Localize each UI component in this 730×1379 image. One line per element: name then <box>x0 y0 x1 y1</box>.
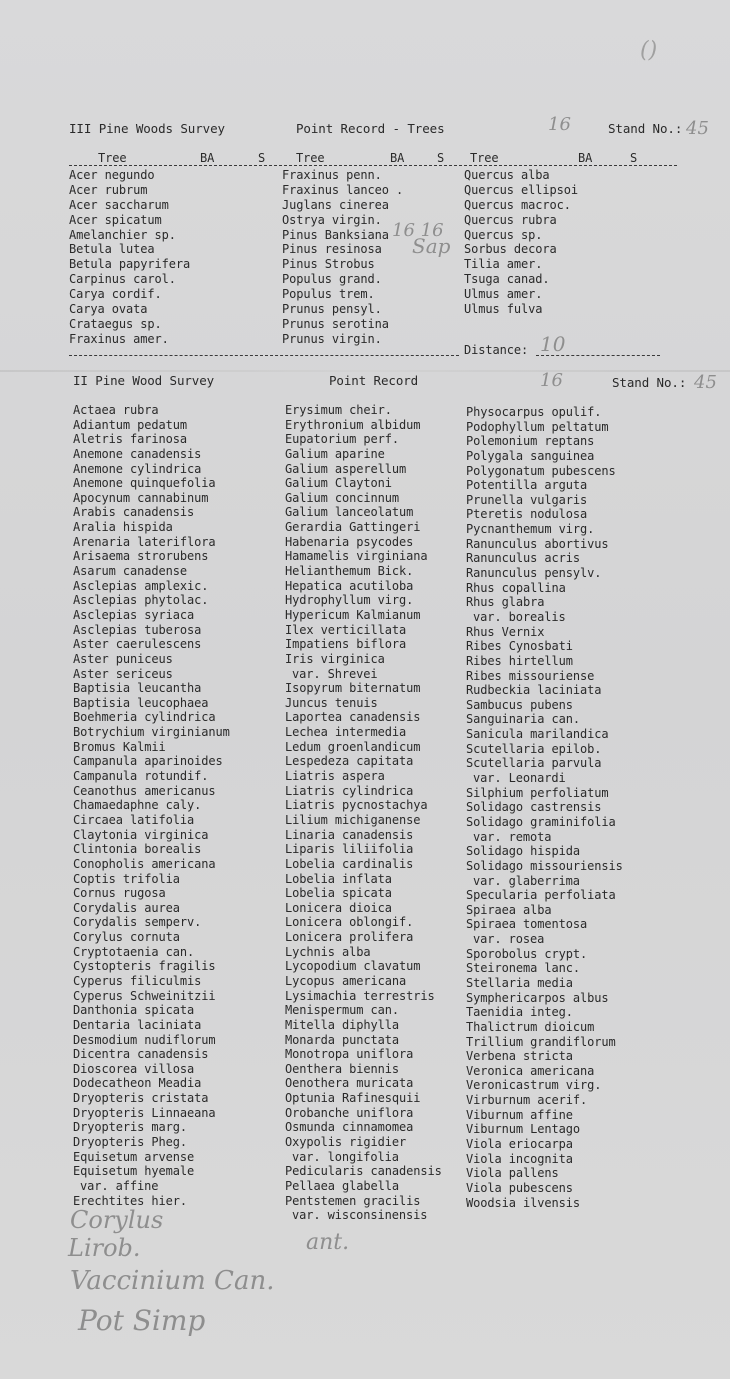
list-item: Aralia hispida <box>73 520 173 535</box>
list-item: Betula papyrifera <box>69 257 191 272</box>
list-item: Cornus rugosa <box>73 886 166 901</box>
list-item: Sporobolus crypt. <box>466 946 588 961</box>
list-item: Polygala sanguinea <box>466 448 595 463</box>
list-item: Cyperus filiculmis <box>73 973 202 988</box>
list-item: Potentilla arguta <box>466 478 588 493</box>
list-item: Hamamelis virginiana <box>285 549 428 564</box>
survey2-stand-hand: 45 <box>694 372 717 393</box>
distance-label: Distance: <box>464 343 529 357</box>
list-item: Acer spicatum <box>69 212 162 227</box>
survey3-column-1 <box>69 168 190 347</box>
list-item: var. remota <box>473 829 552 844</box>
list-item: Lilium michiganense <box>285 812 421 827</box>
col-header-ba-1: BA <box>200 151 215 165</box>
list-item: Sorbus decora <box>464 242 557 257</box>
list-item: Monotropa uniflora <box>285 1047 414 1062</box>
list-item: Monarda punctata <box>285 1032 399 1047</box>
page-fold <box>0 370 730 372</box>
header-rule <box>69 165 677 166</box>
list-item: Carpinus carol. <box>69 272 176 287</box>
list-item: Laportea canadensis <box>285 710 421 725</box>
list-item: Linaria canadensis <box>285 827 414 842</box>
survey2-column-3 <box>466 405 623 1210</box>
list-item: Rhus copallina <box>466 580 566 595</box>
survey3-stand-label: Stand No.: <box>608 121 683 136</box>
list-item: Hydrophyllum virg. <box>285 593 414 608</box>
list-item: var. longifolia <box>292 1149 399 1164</box>
list-item: Ulmus fulva <box>464 302 543 317</box>
list-item: Boehmeria cylindrica <box>73 710 216 725</box>
list-item: Solidago castrensis <box>466 800 602 815</box>
list-item: Juglans cinerea <box>282 197 389 212</box>
list-item: Lespedeza capitata <box>285 754 414 769</box>
list-item: Quercus rubra <box>464 212 557 227</box>
list-item: Baptisia leucantha <box>73 681 202 696</box>
list-item: Coptis trifolia <box>73 871 180 886</box>
list-item: Pellaea glabella <box>285 1178 399 1193</box>
list-item: Erythronium albidum <box>285 417 421 432</box>
list-item: Acer rubrum <box>69 182 148 197</box>
list-item: Anemone canadensis <box>73 446 202 461</box>
list-item: Hypericum Kalmianum <box>285 607 421 622</box>
list-item: Carya cordif. <box>69 287 162 302</box>
list-item: Fraxinus amer. <box>69 331 169 346</box>
list-item: Lonicera oblongif. <box>285 915 414 930</box>
list-item: Asarum canadense <box>73 564 187 579</box>
list-item: Carya ovata <box>69 302 148 317</box>
hand-note-3: Vaccinium Can. <box>70 1266 275 1296</box>
list-item: Verbena stricta <box>466 1049 573 1064</box>
list-item: var. borealis <box>473 609 566 624</box>
list-item: Cryptotaenia can. <box>73 944 195 959</box>
list-item: Fraxinus penn. <box>282 168 382 182</box>
list-item: Dryopteris marg. <box>73 1120 187 1135</box>
list-item: Dentaria laciniata <box>73 1017 202 1032</box>
list-item: Lobelia cardinalis <box>285 856 414 871</box>
list-item: Lysimachia terrestris <box>285 988 435 1003</box>
list-item: Chamaedaphne caly. <box>73 798 202 813</box>
list-item: Sambucus pubens <box>466 697 573 712</box>
list-item: Ilex verticillata <box>285 622 407 637</box>
list-item: var. Leonardi <box>473 771 566 786</box>
survey3-stand-hand: 45 <box>686 118 709 139</box>
list-item: Trillium grandiflorum <box>466 1034 616 1049</box>
list-item: var. rosea <box>473 932 545 947</box>
survey2-column-1 <box>73 403 230 1208</box>
list-item: Virburnum acerif. <box>466 1093 588 1108</box>
list-item: Bromus Kalmii <box>73 739 166 754</box>
col-header-tree-3: Tree <box>470 151 499 165</box>
list-item: Sanguinaria can. <box>466 712 580 727</box>
list-item: Ribes Cynosbati <box>466 639 573 654</box>
banksiana-hand: 16 16 <box>392 220 444 241</box>
list-item: Mitella diphylla <box>285 1017 399 1032</box>
list-item: Podophyllum peltatum <box>466 419 609 434</box>
list-item: Viola eriocarpa <box>466 1137 573 1152</box>
section-divider <box>69 355 459 356</box>
list-item: Habenaria psycodes <box>285 534 414 549</box>
list-item: Ranunculus pensylv. <box>466 566 602 581</box>
list-item: Veronicastrum virg. <box>466 1078 602 1093</box>
list-item: Galium concinnum <box>285 490 399 505</box>
corner-mark: () <box>640 38 658 63</box>
list-item: Liparis liliifolia <box>285 842 414 857</box>
list-item: Pentstemen gracilis <box>285 1193 421 1208</box>
list-item: Ledum groenlandicum <box>285 739 421 754</box>
list-item: Ribes hirtellum <box>466 653 573 668</box>
list-item: Prunus pensyl. <box>282 302 382 317</box>
list-item: Liatris cylindrica <box>285 783 414 798</box>
list-item: Actaea rubra <box>73 403 159 417</box>
list-item: Ostrya virgin. <box>282 212 382 227</box>
list-item: Tilia amer. <box>464 257 543 272</box>
list-item: Campanula aparinoides <box>73 754 223 769</box>
list-item: Pinus Strobus <box>282 257 375 272</box>
list-item: Physocarpus opulif. <box>466 405 602 419</box>
list-item: Veronica americana <box>466 1063 595 1078</box>
survey3-title: III Pine Woods Survey <box>69 121 225 136</box>
list-item: Baptisia leucophaea <box>73 695 209 710</box>
list-item: Viburnum Lentago <box>466 1122 580 1137</box>
list-item: Orobanche uniflora <box>285 1105 414 1120</box>
list-item: Corydalis aurea <box>73 900 180 915</box>
list-item: Hepatica acutiloba <box>285 578 414 593</box>
hand-note-2: Lirob. <box>68 1234 141 1262</box>
list-item: Campanula rotundif. <box>73 769 209 784</box>
list-item: Oenothera muricata <box>285 1076 414 1091</box>
list-item: Asclepias syriaca <box>73 607 195 622</box>
list-item: Thalictrum dioicum <box>466 1019 595 1034</box>
list-item: Aster sericeus <box>73 666 173 681</box>
list-item: Adiantum pedatum <box>73 417 187 432</box>
list-item: var. affine <box>80 1178 159 1193</box>
list-item: Asclepias amplexic. <box>73 578 209 593</box>
list-item: Viburnum affine <box>466 1107 573 1122</box>
col-header-s-3: S <box>630 151 638 165</box>
list-item: Scutellaria parvula <box>466 756 602 771</box>
list-item: Dodecatheon Meadia <box>73 1076 202 1091</box>
list-item: Pinus Banksiana <box>282 227 389 242</box>
list-item: Quercus ellipsoi <box>464 182 578 197</box>
list-item: Viola pallens <box>466 1166 559 1181</box>
list-item: Anemone cylindrica <box>73 461 202 476</box>
resinosa-hand: Sap <box>412 234 451 258</box>
survey3-page-hand: 16 <box>548 114 571 135</box>
list-item: Clintonia borealis <box>73 842 202 857</box>
list-item: Quercus macroc. <box>464 197 571 212</box>
list-item: Osmunda cinnamomea <box>285 1120 414 1135</box>
list-item: Anemone quinquefolia <box>73 476 216 491</box>
list-item: Prunus virgin. <box>282 331 382 346</box>
list-item: Amelanchier sp. <box>69 227 176 242</box>
list-item: Lechea intermedia <box>285 725 407 740</box>
list-item: Lobelia inflata <box>285 871 392 886</box>
list-item: Betula lutea <box>69 242 155 257</box>
list-item: var. wisconsinensis <box>292 1208 428 1223</box>
list-item: Claytonia virginica <box>73 827 209 842</box>
col-header-ba-3: BA <box>578 151 593 165</box>
list-item: var. glaberrima <box>473 873 580 888</box>
list-item: Galium Claytoni <box>285 476 392 491</box>
survey3-record: Point Record - Trees <box>296 121 445 136</box>
list-item: Lycopodium clavatum <box>285 959 421 974</box>
list-item: Rudbeckia laciniata <box>466 683 602 698</box>
list-item: Sanicula marilandica <box>466 727 609 742</box>
list-item: Solidago hispida <box>466 844 580 859</box>
list-item: Liatris aspera <box>285 769 385 784</box>
list-item: Acer saccharum <box>69 197 169 212</box>
list-item: Aster puniceus <box>73 651 173 666</box>
list-item: Dioscorea villosa <box>73 1061 195 1076</box>
list-item: Specularia perfoliata <box>466 888 616 903</box>
survey3-column-2 <box>282 168 403 347</box>
list-item: Gerardia Gattingeri <box>285 520 421 535</box>
list-item: Ranunculus acris <box>466 551 580 566</box>
list-item: Cyperus Schweinitzii <box>73 988 216 1003</box>
list-item: Viola pubescens <box>466 1180 573 1195</box>
col-header-s-1: S <box>258 151 266 165</box>
list-item: Spiraea tomentosa <box>466 917 588 932</box>
list-item: Steironema lanc. <box>466 961 580 976</box>
survey2-page-hand: 16 <box>540 370 563 391</box>
list-item: Lobelia spicata <box>285 886 392 901</box>
hand-note-1: Corylus <box>70 1206 164 1234</box>
col-header-tree-1: Tree <box>98 151 127 165</box>
col-header-tree-2: Tree <box>296 151 325 165</box>
list-item: Solidago missouriensis <box>466 858 623 873</box>
col-header-s-2: S <box>437 151 445 165</box>
survey2-record: Point Record <box>329 373 419 388</box>
list-item: Optunia Rafinesquii <box>285 1091 421 1106</box>
list-item: Rhus glabra <box>466 595 545 610</box>
list-item: Pinus resinosa <box>282 242 382 257</box>
list-item: Galium lanceolatum <box>285 505 414 520</box>
list-item: Spiraea alba <box>466 902 552 917</box>
list-item: Helianthemum Bick. <box>285 564 414 579</box>
distance-hand: 10 <box>540 332 566 356</box>
list-item: Equisetum arvense <box>73 1149 195 1164</box>
list-item: Dicentra canadensis <box>73 1047 209 1062</box>
list-item: var. Shrevei <box>292 666 378 681</box>
list-item: Taenidia integ. <box>466 1005 573 1020</box>
list-item: Danthonia spicata <box>73 1003 195 1018</box>
list-item: Aster caerulescens <box>73 637 202 652</box>
list-item: Circaea latifolia <box>73 812 195 827</box>
col-header-ba-2: BA <box>390 151 405 165</box>
list-item: Ceanothus americanus <box>73 783 216 798</box>
list-item: Stellaria media <box>466 975 573 990</box>
distance-rule <box>536 355 660 356</box>
list-item: Galium aparine <box>285 446 385 461</box>
list-item: Solidago graminifolia <box>466 814 616 829</box>
list-item: Oenthera biennis <box>285 1061 399 1076</box>
list-item: Woodsia ilvensis <box>466 1195 580 1210</box>
list-item: Dryopteris Linnaeana <box>73 1105 216 1120</box>
survey2-column-2 <box>285 403 442 1223</box>
list-item: Iris virginica <box>285 651 385 666</box>
list-item: Scutellaria epilob. <box>466 741 602 756</box>
list-item: Asclepias phytolac. <box>73 593 209 608</box>
list-item: Dryopteris cristata <box>73 1091 209 1106</box>
list-item: Oxypolis rigidier <box>285 1135 407 1150</box>
list-item: Erysimum cheir. <box>285 403 392 417</box>
list-item: Lychnis alba <box>285 944 371 959</box>
list-item: Lycopus americana <box>285 973 407 988</box>
list-item: Polygonatum pubescens <box>466 463 616 478</box>
list-item: Populus trem. <box>282 287 375 302</box>
list-item: Erechtites hier. <box>73 1193 187 1208</box>
list-item: Tsuga canad. <box>464 272 550 287</box>
list-item: Lonicera prolifera <box>285 930 414 945</box>
survey2-stand-label: Stand No.: <box>612 375 687 390</box>
list-item: Prunella vulgaris <box>466 492 588 507</box>
list-item: Corydalis semperv. <box>73 915 202 930</box>
list-item: Liatris pycnostachya <box>285 798 428 813</box>
list-item: Cystopteris fragilis <box>73 959 216 974</box>
list-item: Pycnanthemum virg. <box>466 522 595 537</box>
list-item: Pteretis nodulosa <box>466 507 588 522</box>
list-item: Polemonium reptans <box>466 434 595 449</box>
list-item: Galium asperellum <box>285 461 407 476</box>
list-item: Ribes missouriense <box>466 668 595 683</box>
list-item: Symphericarpos albus <box>466 990 609 1005</box>
list-item: Isopyrum biternatum <box>285 681 421 696</box>
list-item: Equisetum hyemale <box>73 1164 195 1179</box>
list-item: Juncus tenuis <box>285 695 378 710</box>
list-item: Dryopteris Pheg. <box>73 1135 187 1150</box>
list-item: Rhus Vernix <box>466 624 545 639</box>
hand-note-4: Pot Simp <box>78 1304 206 1337</box>
list-item: Quercus alba <box>464 168 550 182</box>
ant-hand: ant. <box>306 1230 350 1255</box>
list-item: Menispermum can. <box>285 1003 399 1018</box>
list-item: Acer negundo <box>69 168 155 182</box>
survey3-column-3 <box>464 168 578 317</box>
list-item: Populus grand. <box>282 272 382 287</box>
list-item: Eupatorium perf. <box>285 432 399 447</box>
list-item: Corylus cornuta <box>73 930 180 945</box>
list-item: Apocynum cannabinum <box>73 490 209 505</box>
list-item: Crataegus sp. <box>69 316 162 331</box>
list-item: Viola incognita <box>466 1151 573 1166</box>
list-item: Arenaria lateriflora <box>73 534 216 549</box>
list-item: Arisaema strorubens <box>73 549 209 564</box>
list-item: Prunus serotina <box>282 316 389 331</box>
list-item: Conopholis americana <box>73 856 216 871</box>
list-item: Aletris farinosa <box>73 432 187 447</box>
list-item: Botrychium virginianum <box>73 725 230 740</box>
list-item: Quercus sp. <box>464 227 543 242</box>
list-item: Pedicularis canadensis <box>285 1164 442 1179</box>
list-item: Silphium perfoliatum <box>466 785 609 800</box>
list-item: Ulmus amer. <box>464 287 543 302</box>
list-item: Fraxinus lanceo . <box>282 182 404 197</box>
list-item: Ranunculus abortivus <box>466 536 609 551</box>
list-item: Impatiens biflora <box>285 637 407 652</box>
list-item: Arabis canadensis <box>73 505 195 520</box>
list-item: Asclepias tuberosa <box>73 622 202 637</box>
survey2-title: II Pine Wood Survey <box>73 373 215 388</box>
list-item: Lonicera dioica <box>285 900 392 915</box>
list-item: Desmodium nudiflorum <box>73 1032 216 1047</box>
